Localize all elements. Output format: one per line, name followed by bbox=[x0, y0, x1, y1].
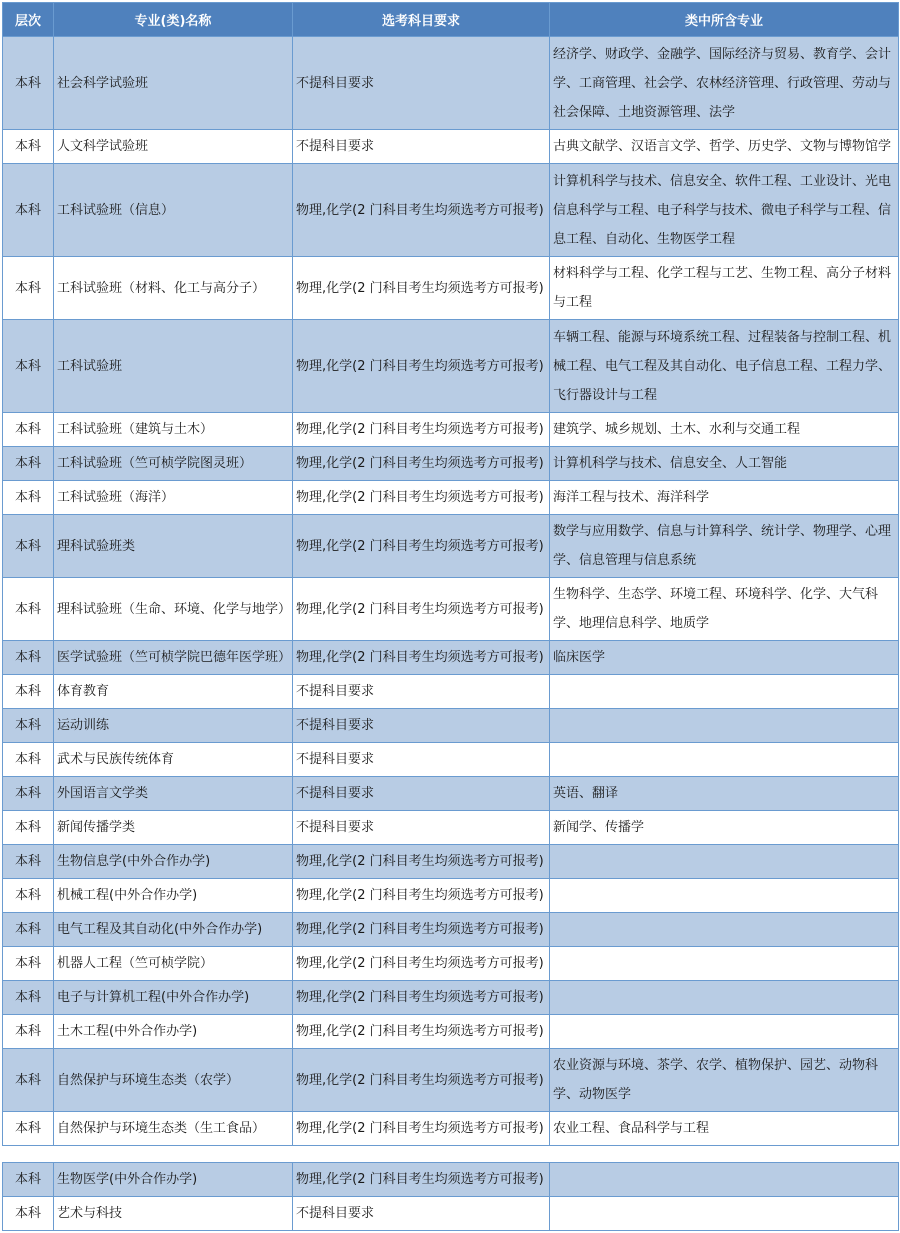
cell-major-name: 外国语言文学类 bbox=[54, 777, 293, 811]
table-row bbox=[3, 981, 899, 1015]
cell-level: 本科 bbox=[3, 37, 54, 130]
cell-level: 本科 bbox=[3, 641, 54, 675]
table-row bbox=[3, 1197, 899, 1231]
cell-level: 本科 bbox=[3, 578, 54, 641]
cell-major-name: 人文科学试验班 bbox=[54, 130, 293, 164]
cell-major-name: 理科试验班（生命、环境、化学与地学） bbox=[54, 578, 293, 641]
table-row bbox=[3, 913, 899, 947]
cell-included-majors bbox=[550, 675, 899, 709]
cell-level: 本科 bbox=[3, 1015, 54, 1049]
cell-major-name: 工科试验班（信息） bbox=[54, 164, 293, 257]
table-row bbox=[3, 1015, 899, 1049]
header-level: 层次 bbox=[3, 3, 54, 37]
table-row bbox=[3, 1049, 899, 1112]
table-row bbox=[3, 37, 899, 130]
cell-included-majors: 计算机科学与技术、信息安全、软件工程、工业设计、光电信息科学与工程、电子科学与技术、微电子科学与工程、信息工程、自动化、生物医学工程 bbox=[550, 164, 899, 257]
header-subject-requirement: 选考科目要求 bbox=[293, 3, 550, 37]
cell-major-name: 理科试验班类 bbox=[54, 515, 293, 578]
cell-major-name: 工科试验班（材料、化工与高分子） bbox=[54, 257, 293, 320]
cell-subject-requirement: 不提科目要求 bbox=[293, 1197, 550, 1231]
cell-level: 本科 bbox=[3, 709, 54, 743]
table-row bbox=[3, 641, 899, 675]
table-row bbox=[3, 709, 899, 743]
header-included-majors: 类中所含专业 bbox=[550, 3, 899, 37]
cell-major-name: 医学试验班（竺可桢学院巴德年医学班） bbox=[54, 641, 293, 675]
cell-subject-requirement: 物理,化学(2 门科目考生均须选考方可报考) bbox=[293, 481, 550, 515]
cell-level: 本科 bbox=[3, 675, 54, 709]
table-row bbox=[3, 257, 899, 320]
table-row bbox=[3, 743, 899, 777]
cell-subject-requirement: 物理,化学(2 门科目考生均须选考方可报考) bbox=[293, 913, 550, 947]
table-row bbox=[3, 578, 899, 641]
cell-included-majors bbox=[550, 1197, 899, 1231]
cell-subject-requirement: 物理,化学(2 门科目考生均须选考方可报考) bbox=[293, 1163, 550, 1197]
table-row bbox=[3, 675, 899, 709]
cell-subject-requirement: 不提科目要求 bbox=[293, 130, 550, 164]
table-row bbox=[3, 879, 899, 913]
cell-major-name: 工科试验班（竺可桢学院图灵班） bbox=[54, 447, 293, 481]
cell-included-majors bbox=[550, 947, 899, 981]
cell-major-name: 体育教育 bbox=[54, 675, 293, 709]
cell-included-majors: 建筑学、城乡规划、土木、水利与交通工程 bbox=[550, 413, 899, 447]
cell-included-majors bbox=[550, 709, 899, 743]
cell-included-majors: 临床医学 bbox=[550, 641, 899, 675]
table-body-continued bbox=[3, 1163, 899, 1231]
cell-level: 本科 bbox=[3, 447, 54, 481]
cell-major-name: 土木工程(中外合作办学) bbox=[54, 1015, 293, 1049]
cell-included-majors: 农业资源与环境、茶学、农学、植物保护、园艺、动物科学、动物医学 bbox=[550, 1049, 899, 1112]
cell-level: 本科 bbox=[3, 743, 54, 777]
cell-included-majors bbox=[550, 845, 899, 879]
table-row bbox=[3, 947, 899, 981]
cell-included-majors: 计算机科学与技术、信息安全、人工智能 bbox=[550, 447, 899, 481]
cell-major-name: 工科试验班（建筑与土木） bbox=[54, 413, 293, 447]
cell-included-majors bbox=[550, 743, 899, 777]
cell-major-name: 新闻传播学类 bbox=[54, 811, 293, 845]
cell-major-name: 社会科学试验班 bbox=[54, 37, 293, 130]
cell-level: 本科 bbox=[3, 811, 54, 845]
cell-major-name: 电气工程及其自动化(中外合作办学) bbox=[54, 913, 293, 947]
cell-included-majors: 新闻学、传播学 bbox=[550, 811, 899, 845]
cell-level: 本科 bbox=[3, 413, 54, 447]
cell-included-majors: 材料科学与工程、化学工程与工艺、生物工程、高分子材料与工程 bbox=[550, 257, 899, 320]
table-row bbox=[3, 481, 899, 515]
cell-level: 本科 bbox=[3, 845, 54, 879]
cell-included-majors: 车辆工程、能源与环境系统工程、过程装备与控制工程、机械工程、电气工程及其自动化、电子信息工程、工程力学、飞行器设计与工程 bbox=[550, 320, 899, 413]
table-row bbox=[3, 845, 899, 879]
cell-subject-requirement: 不提科目要求 bbox=[293, 811, 550, 845]
cell-included-majors: 英语、翻译 bbox=[550, 777, 899, 811]
cell-subject-requirement: 物理,化学(2 门科目考生均须选考方可报考) bbox=[293, 578, 550, 641]
cell-included-majors: 经济学、财政学、金融学、国际经济与贸易、教育学、会计学、工商管理、社会学、农林经济管理、行政管理、劳动与社会保障、土地资源管理、法学 bbox=[550, 37, 899, 130]
cell-included-majors: 农业工程、食品科学与工程 bbox=[550, 1112, 899, 1146]
cell-subject-requirement: 物理,化学(2 门科目考生均须选考方可报考) bbox=[293, 257, 550, 320]
cell-included-majors bbox=[550, 913, 899, 947]
table-row bbox=[3, 413, 899, 447]
cell-level: 本科 bbox=[3, 879, 54, 913]
cell-level: 本科 bbox=[3, 1112, 54, 1146]
cell-included-majors bbox=[550, 879, 899, 913]
cell-subject-requirement: 物理,化学(2 门科目考生均须选考方可报考) bbox=[293, 1015, 550, 1049]
table-row bbox=[3, 130, 899, 164]
cell-subject-requirement: 物理,化学(2 门科目考生均须选考方可报考) bbox=[293, 845, 550, 879]
cell-subject-requirement: 不提科目要求 bbox=[293, 709, 550, 743]
table-row bbox=[3, 447, 899, 481]
cell-level: 本科 bbox=[3, 777, 54, 811]
cell-subject-requirement: 物理,化学(2 门科目考生均须选考方可报考) bbox=[293, 164, 550, 257]
cell-included-majors: 数学与应用数学、信息与计算科学、统计学、物理学、心理学、信息管理与信息系统 bbox=[550, 515, 899, 578]
cell-level: 本科 bbox=[3, 1163, 54, 1197]
cell-major-name: 自然保护与环境生态类（生工食品） bbox=[54, 1112, 293, 1146]
cell-subject-requirement: 物理,化学(2 门科目考生均须选考方可报考) bbox=[293, 981, 550, 1015]
cell-subject-requirement: 不提科目要求 bbox=[293, 37, 550, 130]
cell-level: 本科 bbox=[3, 130, 54, 164]
cell-level: 本科 bbox=[3, 913, 54, 947]
cell-included-majors: 海洋工程与技术、海洋科学 bbox=[550, 481, 899, 515]
table-row bbox=[3, 164, 899, 257]
cell-major-name: 机械工程(中外合作办学) bbox=[54, 879, 293, 913]
table-row bbox=[3, 1163, 899, 1197]
cell-major-name: 工科试验班（海洋） bbox=[54, 481, 293, 515]
cell-subject-requirement: 物理,化学(2 门科目考生均须选考方可报考) bbox=[293, 879, 550, 913]
cell-included-majors: 生物科学、生态学、环境工程、环境科学、化学、大气科学、地理信息科学、地质学 bbox=[550, 578, 899, 641]
cell-level: 本科 bbox=[3, 515, 54, 578]
table-row bbox=[3, 1112, 899, 1146]
cell-major-name: 工科试验班 bbox=[54, 320, 293, 413]
table-row bbox=[3, 811, 899, 845]
cell-subject-requirement: 物理,化学(2 门科目考生均须选考方可报考) bbox=[293, 947, 550, 981]
cell-major-name: 生物医学(中外合作办学) bbox=[54, 1163, 293, 1197]
cell-subject-requirement: 不提科目要求 bbox=[293, 743, 550, 777]
cell-level: 本科 bbox=[3, 164, 54, 257]
cell-level: 本科 bbox=[3, 1197, 54, 1231]
cell-subject-requirement: 不提科目要求 bbox=[293, 777, 550, 811]
cell-level: 本科 bbox=[3, 947, 54, 981]
table-header-row bbox=[3, 3, 899, 37]
cell-level: 本科 bbox=[3, 1049, 54, 1112]
cell-subject-requirement: 物理,化学(2 门科目考生均须选考方可报考) bbox=[293, 1112, 550, 1146]
cell-major-name: 生物信息学(中外合作办学) bbox=[54, 845, 293, 879]
table-body bbox=[3, 37, 899, 1146]
major-requirements-table bbox=[2, 2, 899, 1146]
cell-major-name: 自然保护与环境生态类（农学） bbox=[54, 1049, 293, 1112]
table-row bbox=[3, 777, 899, 811]
cell-level: 本科 bbox=[3, 320, 54, 413]
cell-level: 本科 bbox=[3, 481, 54, 515]
cell-subject-requirement: 物理,化学(2 门科目考生均须选考方可报考) bbox=[293, 1049, 550, 1112]
cell-included-majors: 古典文献学、汉语言文学、哲学、历史学、文物与博物馆学 bbox=[550, 130, 899, 164]
cell-major-name: 机器人工程（竺可桢学院） bbox=[54, 947, 293, 981]
cell-subject-requirement: 物理,化学(2 门科目考生均须选考方可报考) bbox=[293, 515, 550, 578]
cell-major-name: 运动训练 bbox=[54, 709, 293, 743]
cell-major-name: 艺术与科技 bbox=[54, 1197, 293, 1231]
cell-level: 本科 bbox=[3, 257, 54, 320]
cell-subject-requirement: 物理,化学(2 门科目考生均须选考方可报考) bbox=[293, 413, 550, 447]
cell-level: 本科 bbox=[3, 981, 54, 1015]
cell-major-name: 武术与民族传统体育 bbox=[54, 743, 293, 777]
header-major-name: 专业(类)名称 bbox=[54, 3, 293, 37]
cell-subject-requirement: 物理,化学(2 门科目考生均须选考方可报考) bbox=[293, 641, 550, 675]
major-requirements-table-continued bbox=[2, 1162, 899, 1231]
cell-subject-requirement: 物理,化学(2 门科目考生均须选考方可报考) bbox=[293, 320, 550, 413]
table-row bbox=[3, 320, 899, 413]
table-row bbox=[3, 515, 899, 578]
cell-major-name: 电子与计算机工程(中外合作办学) bbox=[54, 981, 293, 1015]
cell-included-majors bbox=[550, 1163, 899, 1197]
cell-subject-requirement: 物理,化学(2 门科目考生均须选考方可报考) bbox=[293, 447, 550, 481]
cell-included-majors bbox=[550, 1015, 899, 1049]
cell-included-majors bbox=[550, 981, 899, 1015]
cell-subject-requirement: 不提科目要求 bbox=[293, 675, 550, 709]
